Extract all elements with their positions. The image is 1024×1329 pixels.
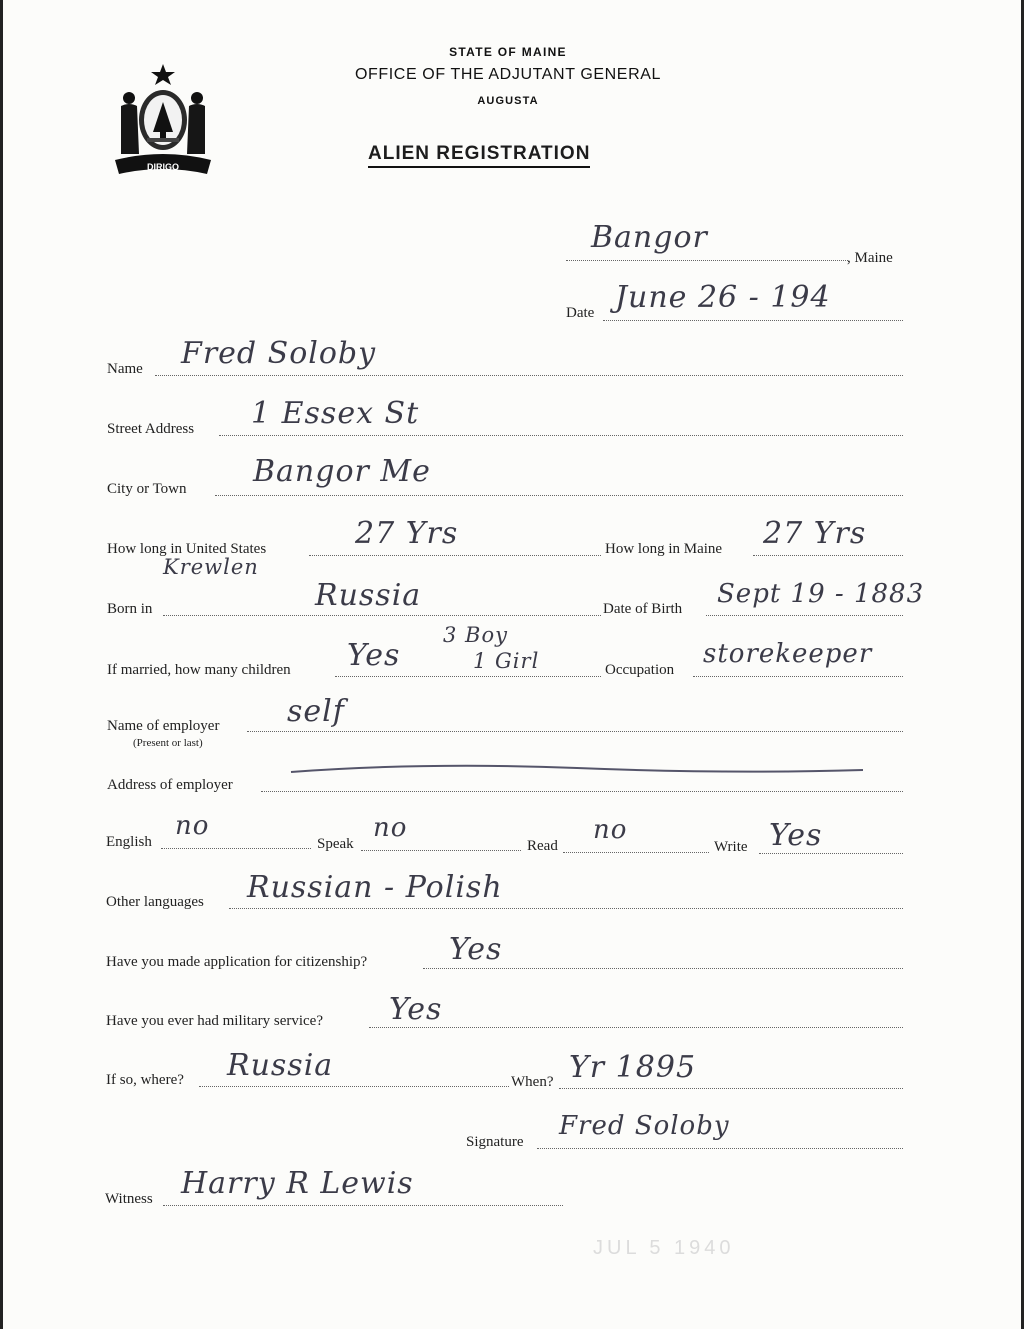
dob-value: Sept 19 - 1883	[717, 579, 925, 609]
children-boys-value: 3 Boy	[443, 623, 508, 647]
speak-line	[361, 850, 521, 851]
children-answer-value: Yes	[347, 638, 401, 673]
header-city: AUGUSTA	[477, 95, 539, 107]
date-value: June 26 - 194	[615, 280, 831, 315]
date-line	[603, 320, 903, 321]
when-label: When?	[511, 1074, 554, 1090]
how-long-us-label: How long in United States	[107, 541, 267, 557]
children-girls-value: 1 Girl	[473, 649, 540, 673]
read-line	[563, 852, 709, 853]
name-label: Name	[107, 361, 143, 377]
where-line	[199, 1086, 509, 1087]
write-label: Write	[714, 839, 748, 855]
occupation-value: storekeeper	[703, 639, 873, 669]
signature-label: Signature	[466, 1134, 524, 1150]
children-line	[335, 676, 601, 677]
when-line	[559, 1088, 903, 1089]
other-languages-value: Russian - Polish	[247, 870, 503, 905]
how-long-maine-line	[753, 555, 903, 556]
read-label: Read	[527, 838, 558, 854]
form-title: ALIEN REGISTRATION	[368, 143, 590, 168]
city-line	[215, 495, 903, 496]
citizenship-line	[423, 968, 903, 969]
name-line	[155, 375, 903, 376]
military-label: Have you ever had military service?	[106, 1013, 323, 1029]
street-value: 1 Essex St	[251, 396, 420, 431]
born-in-label: Born in	[107, 601, 153, 617]
street-line	[219, 435, 903, 436]
dob-label: Date of Birth	[603, 601, 683, 617]
place-value: Bangor	[591, 220, 708, 255]
received-stamp: JUL 5 1940	[593, 1237, 735, 1259]
witness-value: Harry R Lewis	[181, 1166, 414, 1201]
seal-motto: DIRIGO	[146, 162, 180, 172]
signature-line	[537, 1148, 903, 1149]
occupation-line	[693, 676, 903, 677]
employer-line	[247, 731, 903, 732]
employer-address-label: Address of employer	[107, 777, 233, 793]
when-value: Yr 1895	[569, 1050, 697, 1085]
english-value: no	[175, 811, 210, 841]
header-state: STATE OF MAINE	[449, 45, 567, 59]
write-line	[759, 853, 903, 854]
citizenship-label: Have you made application for citizenship?	[106, 954, 368, 970]
speak-label: Speak	[317, 836, 354, 852]
english-label: English	[106, 834, 152, 850]
other-languages-label: Other languages	[106, 894, 204, 910]
maine-state-seal-icon	[111, 62, 215, 180]
born-in-value: Russia	[315, 578, 422, 613]
place-line	[566, 260, 848, 261]
maine-label: , Maine	[847, 250, 893, 266]
occupation-label: Occupation	[605, 662, 675, 678]
speak-value: no	[373, 813, 408, 843]
military-line	[369, 1027, 903, 1028]
read-value: no	[593, 815, 628, 845]
how-long-us-line	[309, 555, 601, 556]
how-long-us-value: 27 Yrs	[355, 516, 459, 551]
children-label: If married, how many children	[107, 662, 291, 678]
born-town-value: Krewlen	[163, 555, 259, 579]
write-value: Yes	[769, 818, 823, 853]
city-label: City or Town	[107, 481, 187, 497]
citizenship-value: Yes	[449, 932, 503, 967]
other-languages-line	[229, 908, 903, 909]
name-value: Fred Soloby	[181, 336, 377, 371]
signature-value: Fred Soloby	[559, 1111, 730, 1141]
how-long-maine-value: 27 Yrs	[763, 516, 867, 551]
where-value: Russia	[227, 1048, 334, 1083]
witness-line	[163, 1205, 563, 1206]
employer-address-dash	[287, 760, 867, 780]
how-long-maine-label: How long in Maine	[605, 541, 723, 557]
header-office: OFFICE OF THE ADJUTANT GENERAL	[354, 66, 662, 83]
employer-label: Name of employer	[107, 718, 220, 734]
employer-address-line	[261, 791, 903, 792]
military-value: Yes	[389, 992, 443, 1027]
dob-line	[706, 615, 903, 616]
witness-label: Witness	[105, 1191, 153, 1207]
street-label: Street Address	[107, 421, 195, 437]
city-value: Bangor Me	[253, 454, 431, 489]
employer-note: (Present or last)	[133, 737, 203, 749]
english-line	[161, 848, 311, 849]
where-label: If so, where?	[106, 1072, 184, 1088]
date-label: Date	[566, 305, 595, 321]
born-in-line	[163, 615, 601, 616]
employer-value: self	[287, 694, 345, 729]
